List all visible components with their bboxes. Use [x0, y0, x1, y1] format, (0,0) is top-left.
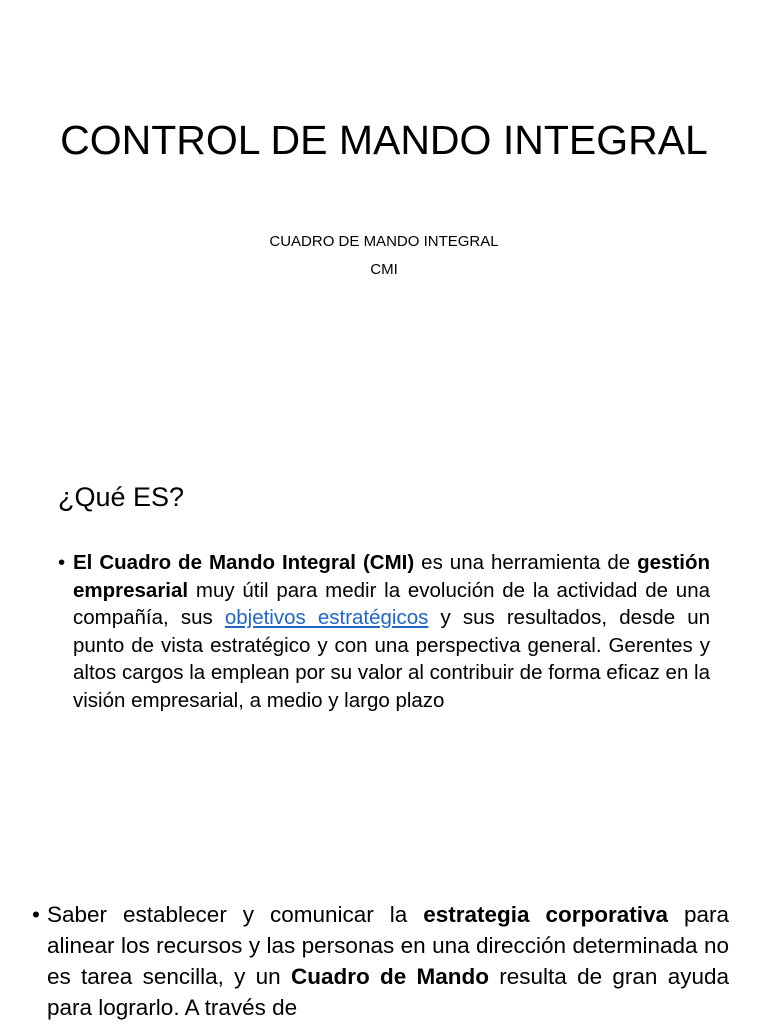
text-segment: muy útil para medir la evolución de la actividad de una compañía, sus	[73, 578, 710, 629]
bullet-icon: •	[58, 551, 66, 574]
subtitle-line-2: CMI	[370, 261, 398, 278]
paragraph-text	[47, 899, 729, 1023]
slide-que-es	[0, 420, 768, 850]
subtitle	[0, 228, 768, 284]
definition-paragraph	[58, 549, 710, 714]
text-segment: es una herramienta de	[414, 551, 638, 574]
slide-title	[0, 0, 768, 420]
paragraph-text	[73, 549, 710, 714]
text-segment: y sus resultados, desde un punto de vista estratégico y con una perspectiva general. Gerentes y altos cargos la emplean por su valor al contribuir de forma eficaz en la visión empresarial, a medio y largo plazo	[73, 606, 710, 712]
bold-term-cmi: El Cuadro de Mando Integral (CMI)	[73, 551, 415, 574]
strategy-paragraph	[32, 899, 729, 1023]
bullet-icon: •	[32, 902, 40, 927]
text-segment: para alinear los recursos y las personas en una dirección determinada no es tarea sencilla, y un	[47, 902, 729, 989]
page-title: CONTROL DE MANDO INTEGRAL	[60, 117, 708, 163]
bold-term-cuadro: Cuadro de Mando	[290, 964, 490, 989]
bold-term-estrategia: estrategia corporativa	[423, 902, 668, 927]
slide-estrategia	[0, 850, 768, 1024]
text-segment: Saber establecer y comunicar la	[47, 902, 424, 927]
subtitle-line-1: CUADRO DE MANDO INTEGRAL	[269, 233, 499, 250]
bold-term-gestion: gestión empresarial	[73, 551, 710, 602]
objetivos-estrategicos-link[interactable]: objetivos estratégicos	[224, 606, 429, 629]
text-segment: resulta de gran ayuda para lograrlo. A través de	[47, 964, 729, 1020]
section-heading: ¿Qué ES?	[58, 482, 185, 512]
